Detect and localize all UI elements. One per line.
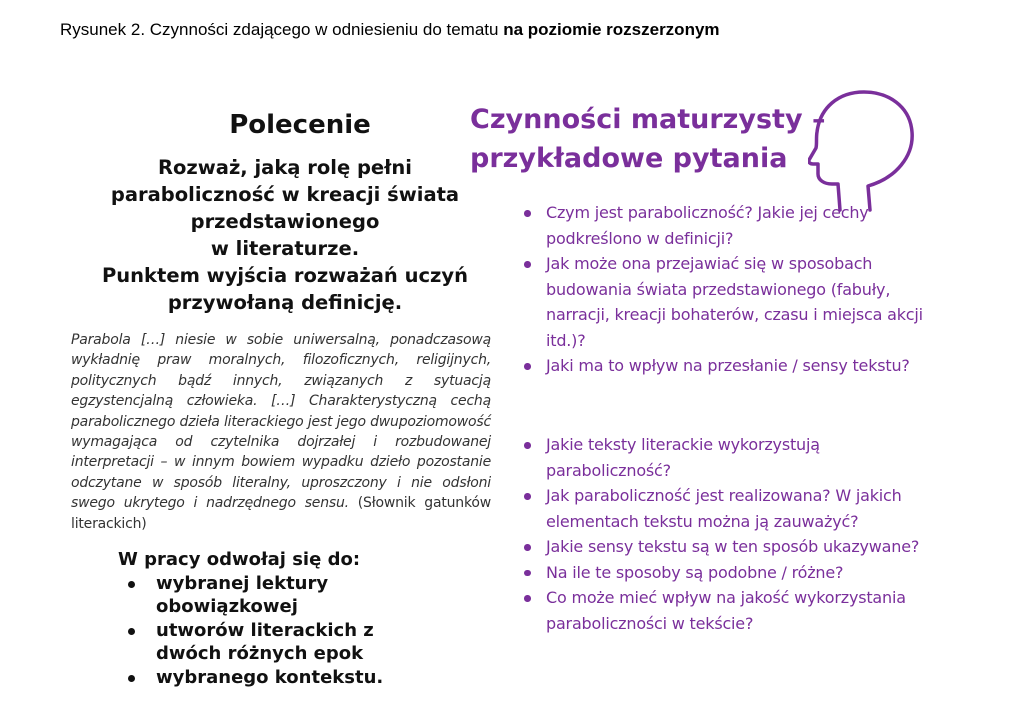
question-item: Jak paraboliczność jest realizowana? W jakich elementach tekstu można ją zauważyć? [520,483,940,534]
instruction-text [70,154,500,316]
work-item: wybranej lektury obowiązkowej [156,572,418,619]
instruction-line: paraboliczność w kreacji świata [110,183,460,206]
work-list [118,572,418,690]
question-item: Jakie sensy tekstu są w ten sposób ukazywane? [520,534,940,560]
quote-source: (Słownik gatunków literackich) [71,495,491,532]
head-profile-icon [808,88,918,213]
question-item: Czym jest paraboliczność? Jakie jej cechy podkreślono w definicji? [520,200,940,251]
question-item: Jak może ona przejawiać się w sposobach budowania świata przedstawionego (fabuły, narracji, kreacji bohaterów, czasu i miejsca akcji itd.)? [520,251,940,353]
instruction-heading: Polecenie [229,110,371,140]
quote-text: Parabola […] niesie w sobie uniwersalną, ponadczasową wykładnię praw moralnych, filozoficznych, religijnych, politycznych bądź innych, związanych z sytuacją egzystencjalną człowieka. […] Charakterystyczną cechą parabolicznego dzieła literackiego jest jego dwupoziomowość wymagająca od czytelnika dojrzałej i rozbudowanej interpretacji – w innym bowiem wypadku dzieło pozostanie odczytane w sposób literalny, uproszczony i nie odsłoni swego ukrytego i nadrzędnego sensu. [71,332,491,512]
caption-text: Rysunek 2. Czynności zdającego w odniesieniu do tematu [60,20,504,39]
figure-caption [60,20,720,40]
question-item: Jaki ma to wpływ na przesłanie / sensy tekstu? [520,353,940,379]
title-line: przykładowe pytania [470,143,788,174]
instruction-panel [60,110,500,316]
instruction-line: przedstawionego [190,210,380,233]
instruction-line: przywołaną definicję. [167,291,403,314]
work-heading: W pracy odwołaj się do: [118,549,361,570]
instruction-line: w literaturze. [210,237,360,260]
work-item: utworów literackich z dwóch różnych epok [156,619,418,666]
instruction-line: Punktem wyjścia rozważań uczyń [102,264,468,287]
definition-quote [71,330,491,534]
work-item: wybranego kontekstu. [156,666,418,690]
caption-bold: na poziomie rozszerzonym [503,20,720,39]
work-requirements [118,548,418,689]
question-item: Co może mieć wpływ na jakość wykorzystania paraboliczności w tekście? [520,585,940,636]
questions-list-2 [520,432,940,636]
title-line: Czynności maturzysty – [470,104,826,135]
questions-title [470,100,825,178]
instruction-line: Rozważ, jaką rolę pełni [158,156,412,179]
questions-list-1 [520,200,940,379]
question-item: Jakie teksty literackie wykorzystują paraboliczność? [520,432,940,483]
question-item: Na ile te sposoby są podobne / różne? [520,560,940,586]
